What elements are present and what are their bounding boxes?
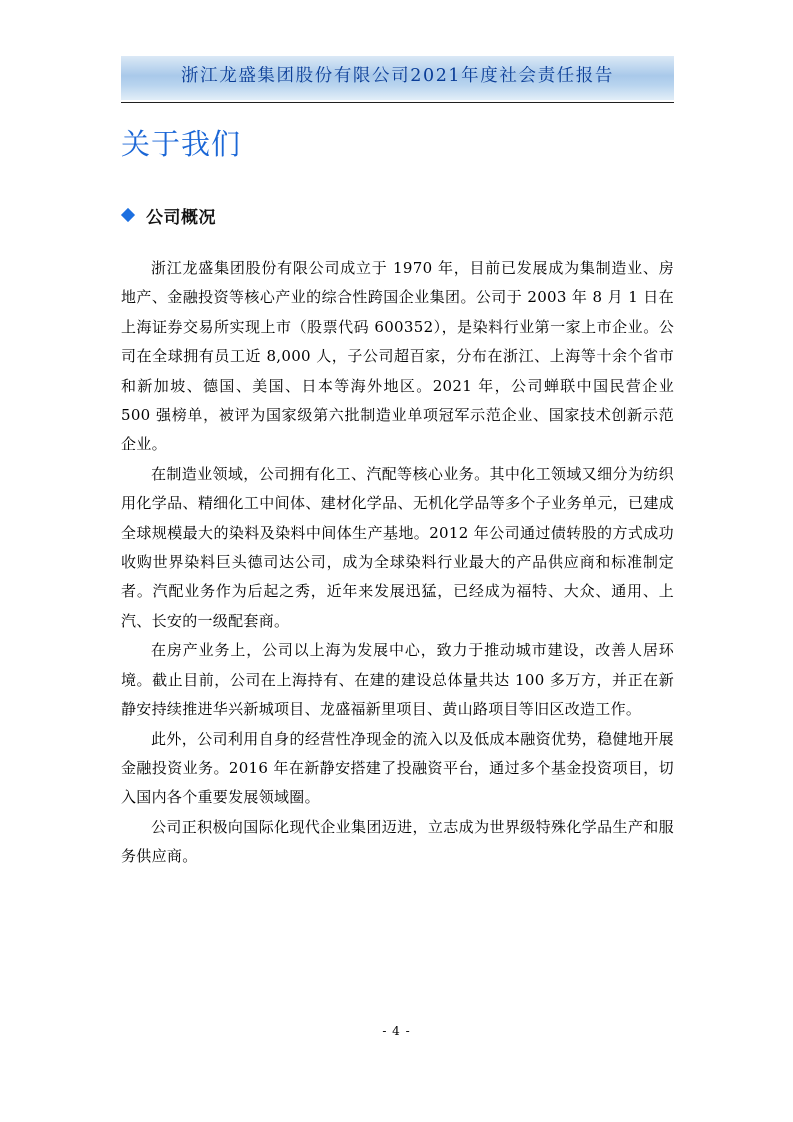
paragraph-vision: 公司正积极向国际化现代企业集团迈进，立志成为世界级特殊化学品生产和服务供应商。 [121, 817, 674, 866]
paragraph-finance: 此外，公司利用自身的经营性净现金的流入以及低成本融资优势，稳健地开展金融投资业务。2016 年在新静安搭建了投融资平台，通过多个基金投资项目，切入国内各个重要发展领域圈。 [121, 729, 674, 807]
paragraph-real-estate: 在房产业务上，公司以上海为发展中心，致力于推动城市建设，改善人居环境。截止目前，公司在上海持有、在建的建设总体量共达 100 多万方，并正在新静安持续推进华兴新城项目、龙盛福新里项目、黄山路项目等旧区改造工作。 [121, 641, 674, 719]
report-header-title: 浙江龙盛集团股份有限公司2021年度社会责任报告 [181, 66, 614, 86]
section-heading [121, 201, 216, 229]
paragraph-manufacturing: 在制造业领域，公司拥有化工、汽配等核心业务。其中化工领域又细分为纺织用化学品、精细化工中间体、建材化学品、无机化学品等多个子业务单元，已建成全球规模最大的染料及染料中间体生产基地。2012 年公司通过债转股的方式成功收购世界染料巨头德司达公司，成为全球染料行业最大的产品供应商和标准制定者。汽配业务作为后起之秀，近年来发展迅猛，已经成为福特、大众、通用、上汽、长安的一级配套商。 [121, 464, 674, 630]
report-header-banner [121, 56, 674, 100]
page-title: 关于我们 [121, 127, 242, 161]
header-divider [121, 102, 674, 103]
paragraph-overview: 浙江龙盛集团股份有限公司成立于 1970 年，目前已发展成为集制造业、房地产、金融投资等核心产业的综合性跨国企业集团。公司于 2003 年 8 月 1 日在上海证券交易所实现上市（股票代码 600352），是染料行业第一家上市企业。公司在全球拥有员工近 8,000 人，子公司超百家，分布在浙江、上海等十余个省市和新加坡、德国、美国、日本等海外地区。2021 年，公司蝉联中国民营企业 500 强榜单，被评为国家级第六批制造业单项冠军示范企业、国家技术创新示范企业。 [121, 259, 674, 454]
page-number: - 4 - [382, 1024, 411, 1038]
section-title: 公司概况 [146, 207, 216, 228]
body-text [121, 254, 674, 872]
diamond-bullet-icon [121, 208, 135, 222]
